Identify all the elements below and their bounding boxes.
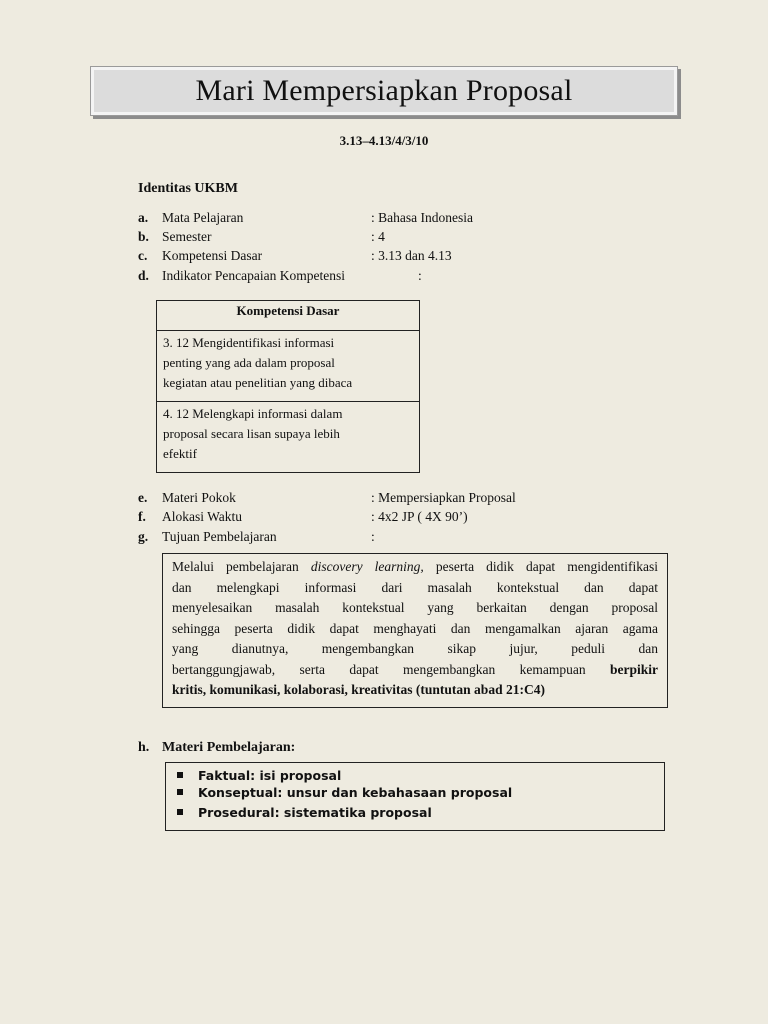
table-cell-line: kegiatan atau penelitian yang dibaca xyxy=(163,375,353,390)
row-value: : 4x2 JP ( 4X 90’) xyxy=(371,509,468,524)
row-letter: c. xyxy=(138,248,148,263)
table-header: Kompetensi Dasar xyxy=(157,301,419,331)
list-item-text: Faktual: isi proposal xyxy=(198,768,342,783)
kompetensi-dasar-table xyxy=(156,300,420,473)
text-span: peserta didik dapat mengidentifikasi xyxy=(423,559,658,574)
row-label: Semester xyxy=(162,229,212,244)
document-code: 3.13–4.13/4/3/10 xyxy=(339,133,429,148)
row-letter: a. xyxy=(138,210,149,225)
identitas-row-materi-pokok xyxy=(138,490,698,509)
identitas-row-alokasi-waktu xyxy=(138,509,698,528)
tujuan-pembelajaran-box xyxy=(162,553,668,708)
row-letter: h. xyxy=(138,740,150,755)
row-value: : Mempersiapkan Proposal xyxy=(371,490,516,505)
table-cell-line: proposal secara lisan supaya lebih xyxy=(163,426,340,441)
identitas-row-tujuan xyxy=(138,529,698,548)
row-label: Alokasi Waktu xyxy=(162,509,243,524)
paragraph-line: yang dianutnya, mengembangkan sikap jujur, peduli dan xyxy=(172,641,658,656)
row-value: : Bahasa Indonesia xyxy=(371,210,473,225)
paragraph-line xyxy=(172,557,658,578)
materi-heading-label: Materi Pembelajaran: xyxy=(162,740,296,755)
row-letter: f. xyxy=(138,509,146,524)
row-label: Kompetensi Dasar xyxy=(162,248,263,263)
row-value: : xyxy=(418,268,422,283)
table-row xyxy=(157,402,419,472)
identitas-row-semester xyxy=(138,229,698,248)
identitas-row-kompetensi-dasar xyxy=(138,248,698,267)
row-label: Mata Pelajaran xyxy=(162,210,244,225)
list-item xyxy=(176,767,664,784)
square-bullet-icon xyxy=(177,772,183,778)
identitas-row-indikator xyxy=(138,268,698,287)
row-letter: b. xyxy=(138,229,149,244)
list-item-text: Konseptual: unsur dan kebahasaan proposal xyxy=(198,785,513,800)
table-cell-line: penting yang ada dalam proposal xyxy=(163,355,335,370)
row-label: Indikator Pencapaian Kompetensi xyxy=(162,268,345,283)
paragraph-line: dan melengkapi informasi dari masalah kontekstual dan dapat xyxy=(172,579,658,595)
paragraph-line xyxy=(172,660,658,681)
list-item xyxy=(176,804,664,821)
table-cell-line: efektif xyxy=(163,446,197,461)
paragraph-line: menyelesaikan masalah kontekstual yang berkaitan dengan proposal xyxy=(172,600,658,615)
list-item xyxy=(176,784,664,801)
paragraph-line: sehingga peserta didik dapat menghayati dan mengamalkan ajaran agama xyxy=(172,620,658,636)
row-value: : 3.13 dan 4.13 xyxy=(371,248,452,263)
square-bullet-icon xyxy=(177,809,183,815)
table-row xyxy=(157,331,419,402)
bold-term: berpikir xyxy=(609,661,658,677)
square-bullet-icon xyxy=(177,789,183,795)
materi-heading xyxy=(138,740,295,756)
title-box xyxy=(90,66,678,116)
italic-term: discovery learning, xyxy=(310,559,424,574)
row-label: Tujuan Pembelajaran xyxy=(162,529,277,544)
text-span: Melalui pembelajaran xyxy=(172,559,311,574)
row-letter: d. xyxy=(138,268,149,283)
row-letter: e. xyxy=(138,490,148,505)
row-value: : xyxy=(371,529,375,544)
table-cell-line: 3. 12 Mengidentifikasi informasi xyxy=(163,335,335,350)
text-span: bertanggungjawab, serta dapat mengembangkan kemampuan xyxy=(172,661,610,677)
table-cell-line: 4. 12 Melengkapi informasi dalam xyxy=(163,406,343,421)
materi-pembelajaran-box xyxy=(165,762,665,831)
bold-term: kritis, komunikasi, kolaborasi, kreativitas (tuntutan abad 21:C4) xyxy=(172,682,545,697)
row-value: : 4 xyxy=(371,229,385,244)
identitas-row-mata-pelajaran xyxy=(138,210,698,229)
row-label: Materi Pokok xyxy=(162,490,236,505)
page-title: Mari Mempersiapkan Proposal xyxy=(195,74,573,107)
identitas-heading: Identitas UKBM xyxy=(138,181,238,196)
paragraph-line xyxy=(172,680,658,701)
list-item-text: Prosedural: sistematika proposal xyxy=(198,805,432,820)
row-letter: g. xyxy=(138,529,149,544)
